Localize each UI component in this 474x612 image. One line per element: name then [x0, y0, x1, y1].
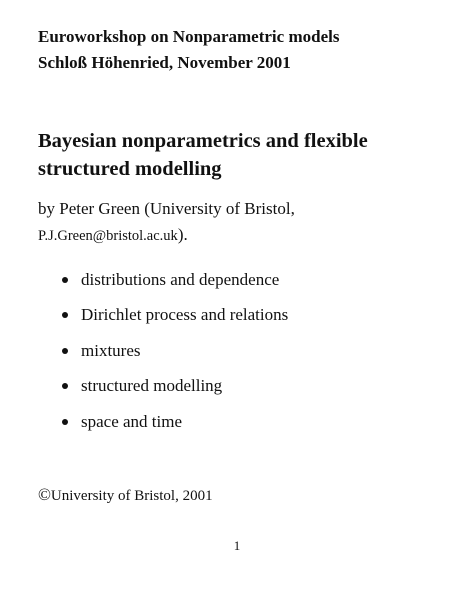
list-item [62, 333, 288, 369]
page-number: 1 [233, 538, 241, 553]
bullet-icon [62, 419, 68, 425]
list-item-text: structured modelling [81, 376, 223, 396]
bullet-icon [62, 277, 68, 283]
author-email: P.J.Green@bristol.ac.uk [38, 228, 178, 244]
list-item [62, 262, 288, 298]
workshop-name: Euroworkshop on Nonparametric models [38, 27, 340, 46]
author-email-line [38, 222, 438, 249]
list-item [62, 369, 288, 405]
author-block [38, 196, 438, 249]
copyright-notice [38, 484, 213, 507]
list-item-text: mixtures [81, 340, 141, 360]
talk-title-line-1: Bayesian nonparametrics and flexible [38, 130, 368, 152]
copyright-symbol: © [38, 485, 51, 504]
list-item-text: Dirichlet process and relations [81, 305, 289, 325]
workshop-venue-date: Schloß Höhenried, November 2001 [38, 53, 291, 72]
author-line: by Peter Green (University of Bristol, [38, 199, 295, 218]
bullet-icon [62, 312, 68, 318]
talk-title-line-2: structured modelling [38, 158, 222, 180]
list-item-text: space and time [81, 411, 183, 431]
talk-title [38, 127, 438, 183]
copyright-text: University of Bristol, 2001 [50, 488, 213, 504]
bullet-icon [62, 383, 68, 389]
bullet-icon [62, 348, 68, 354]
list-item [62, 298, 288, 334]
author-email-suffix: ). [177, 225, 188, 244]
workshop-header [38, 24, 339, 76]
topic-list [62, 262, 288, 440]
list-item [62, 404, 288, 440]
list-item-text: distributions and dependence [81, 269, 280, 289]
